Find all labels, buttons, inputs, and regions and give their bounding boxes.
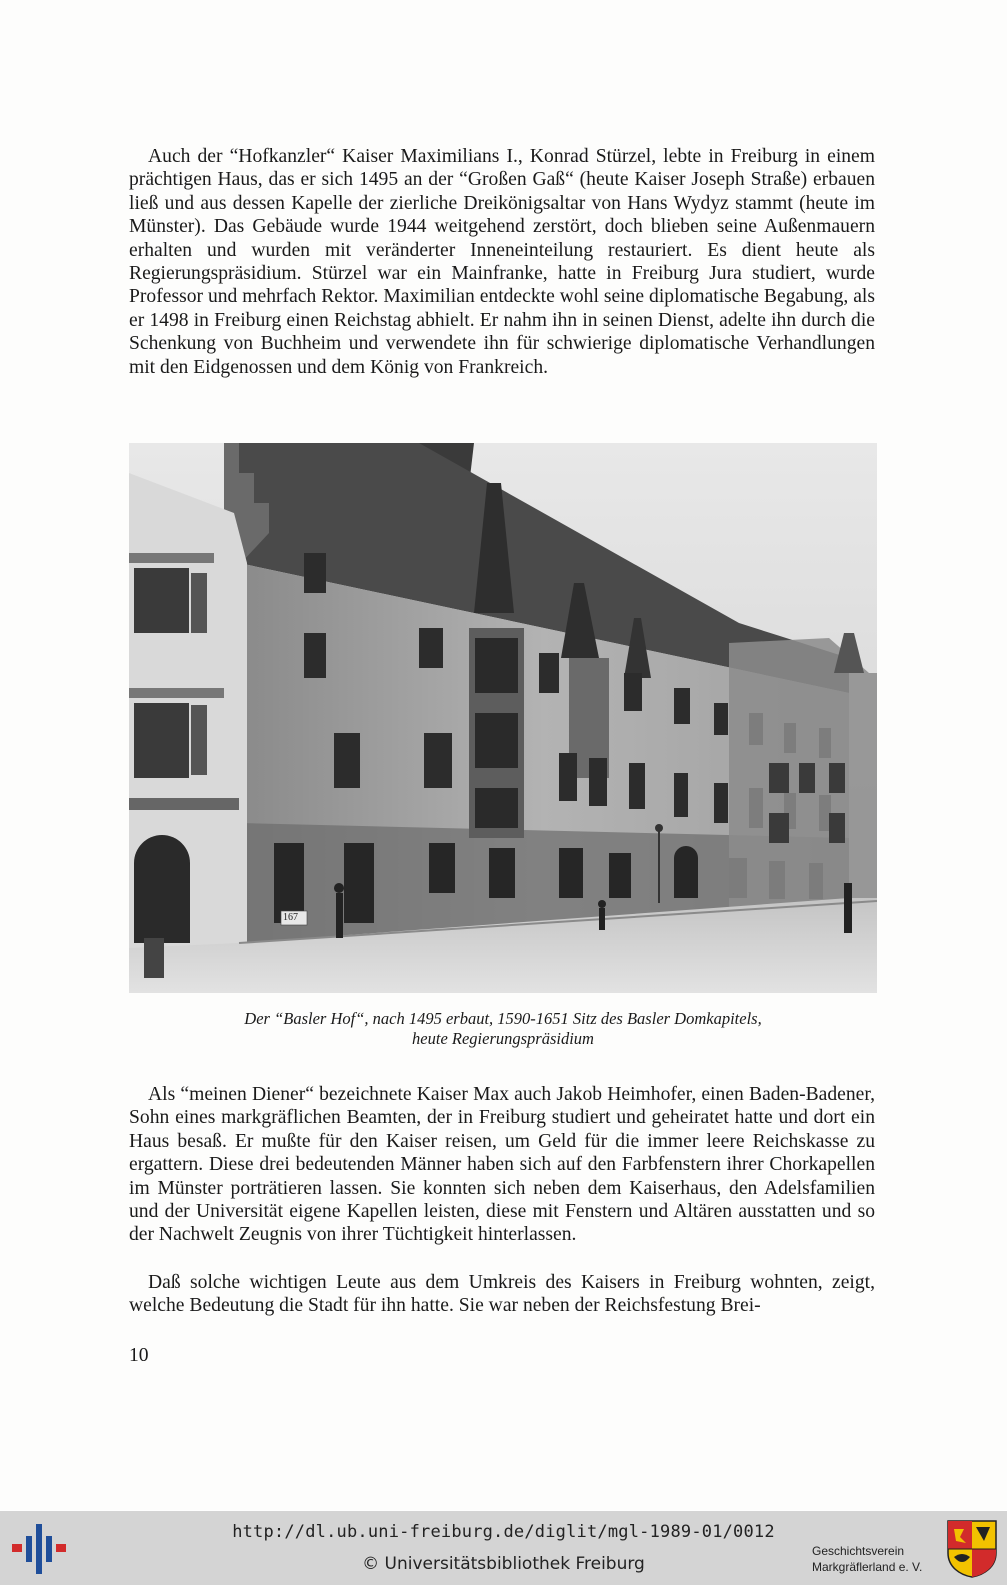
photo-caption <box>129 1009 877 1049</box>
historic-photo-basler-hof <box>129 443 877 993</box>
coat-of-arms-icon <box>946 1519 998 1579</box>
society-line-2: Markgräflerland e. V. <box>812 1560 923 1574</box>
footer-society-name <box>812 1543 922 1575</box>
society-line-1: Geschichtsverein <box>812 1544 905 1558</box>
paragraph-2-text: Als “meinen Diener“ bezeichnete Kaiser Max auch Jakob Heimhofer, einen Baden-Badener, Sohn eines markgräflichen Beamten, der in Freiburg studiert und geheiratet hatte und dort ein Haus besaß. Er mußte für den Kaiser reisen, um Geld für die immer leere Reichskasse zu ergattern. Diese drei bedeutenden Männer haben sich auf den Farbfenstern ihrer Chorkapellen im Münster porträtieren lassen. Sie konnten sich neben dem Kaiserhaus, den Adelsfamilien und der Universität eigene Kapellen leisten, diese mit Fenstern und Altären ausstatten und so der Nachwelt Zeugnis von ihrer Tüchtigkeit hinterlassen. <box>129 1084 875 1246</box>
basler-hof-photo-illustration <box>129 443 877 993</box>
caption-line-2: heute Regierungspräsidium <box>412 1029 594 1048</box>
paragraph-1-text: Auch der “Hofkanzler“ Kaiser Maximilians I., Konrad Stürzel, lebte in Freiburg in einem prächtigen Haus, das er sich 1495 an der “Großen Gaß“ (heute Kaiser Joseph Straße) erbauen ließ und aus dessen Kapelle der zierliche Dreikönigsaltar von Hans Wydyz stammt (heute im Münster). Das Gebäude wurde 1944 weitgehend zerstört, doch blieben seine Außenmauern erhalten und wurden mit veränderter Inneneinteilung restauriert. Es dient heute als Regierungspräsidium. Stürzel war ein Mainfranke, hatte in Freiburg Jura studiert, wurde Professor und mehrfach Rektor. Maximilian entdeckte wohl seine diplomatische Begabung, als er 1498 in Freiburg einen Reichstag abhielt. Er nahm ihn in seinen Dienst, adelte ihn durch die Schenkung von Buchheim und verwendete ihn für schwierige diplomatische Verhandlungen mit den Eidgenossen und dem König von Frankreich. <box>129 146 875 378</box>
photo-house-sign-text: 167 <box>283 912 298 923</box>
paragraph-1 <box>129 145 875 379</box>
paragraph-3 <box>129 1271 875 1318</box>
footer-bar <box>0 1511 1007 1585</box>
footer-copyright: © Universitätsbibliothek Freiburg <box>362 1554 645 1574</box>
caption-line-1: Der “Basler Hof“, nach 1495 erbaut, 1590-1651 Sitz des Basler Domkapitels, <box>244 1009 762 1028</box>
page-number: 10 <box>129 1345 149 1366</box>
paragraph-3-text: Daß solche wichtigen Leute aus dem Umkreis des Kaisers in Freiburg wohnten, zeigt, welche Bedeutung die Stadt für ihn hatte. Sie war neben der Reichsfestung Brei- <box>129 1272 875 1317</box>
footer-url-link[interactable]: http://dl.ub.uni-freiburg.de/diglit/mgl-1989-01/0012 <box>232 1522 775 1542</box>
paragraph-2 <box>129 1083 875 1247</box>
